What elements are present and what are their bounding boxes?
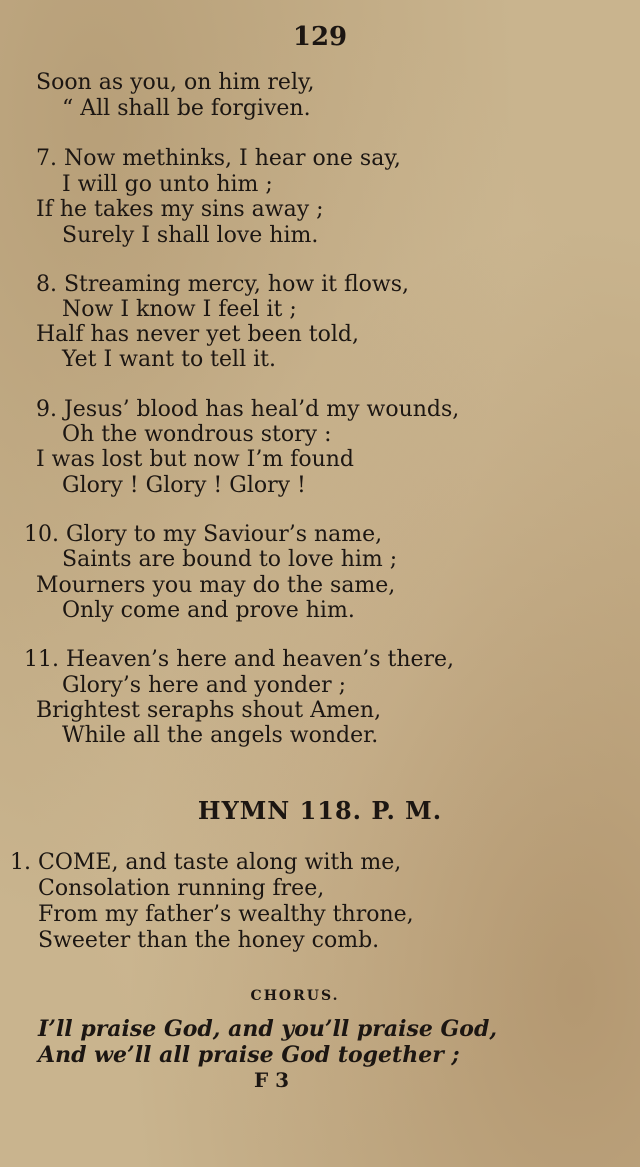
verse-line: Glory ! Glory ! Glory !: [62, 473, 306, 498]
chorus-line: I’ll praise God, and you’ll praise God,: [38, 1016, 498, 1042]
verse-line: Brightest seraphs shout Amen,: [36, 698, 382, 723]
verse-line: 7. Now methinks, I hear one say,: [36, 146, 401, 171]
hymn-line: Sweeter than the honey comb.: [38, 928, 380, 953]
verse-line: I will go unto him ;: [62, 172, 273, 197]
hymn-line: From my father’s wealthy throne,: [38, 902, 414, 927]
hymn-line: Consolation running free,: [38, 876, 325, 901]
verse-line: Half has never yet been told,: [36, 322, 359, 347]
verse-line: If he takes my sins away ;: [36, 197, 324, 222]
verse-line: While all the angels wonder.: [62, 723, 379, 748]
verse-line: Surely I shall love him.: [62, 223, 319, 248]
hymn-line: 1. COME, and taste along with me,: [10, 850, 402, 875]
verse-line: “ All shall be forgiven.: [62, 96, 311, 121]
verse-line: 10. Glory to my Saviour’s name,: [24, 522, 383, 547]
verse-line: 11. Heaven’s here and heaven’s there,: [24, 647, 455, 672]
verse-line: Oh the wondrous story :: [62, 422, 332, 447]
verse-line: 8. Streaming mercy, how it flows,: [36, 272, 410, 297]
verse-line: Now I know I feel it ;: [62, 297, 297, 322]
hymn-title: HYMN 118. P. M.: [197, 796, 443, 825]
verse-line: Saints are bound to love him ;: [62, 547, 398, 572]
verse-line: Only come and prove him.: [62, 598, 355, 623]
verse-line: Soon as you, on him rely,: [36, 70, 315, 95]
verse-line: Yet I want to tell it.: [62, 347, 276, 372]
verse-line: I was lost but now I’m found: [36, 447, 354, 472]
chorus-heading: CHORUS.: [250, 988, 340, 1004]
verse-line: Glory’s here and yonder ;: [62, 673, 347, 698]
verse-line: 9. Jesus’ blood has heal’d my wounds,: [36, 397, 460, 422]
verse-line: Mourners you may do the same,: [36, 573, 396, 598]
chorus-line: And we’ll all praise God together ;: [38, 1042, 460, 1068]
page-number: 129: [292, 22, 348, 52]
signature-mark: F 3: [254, 1068, 290, 1092]
